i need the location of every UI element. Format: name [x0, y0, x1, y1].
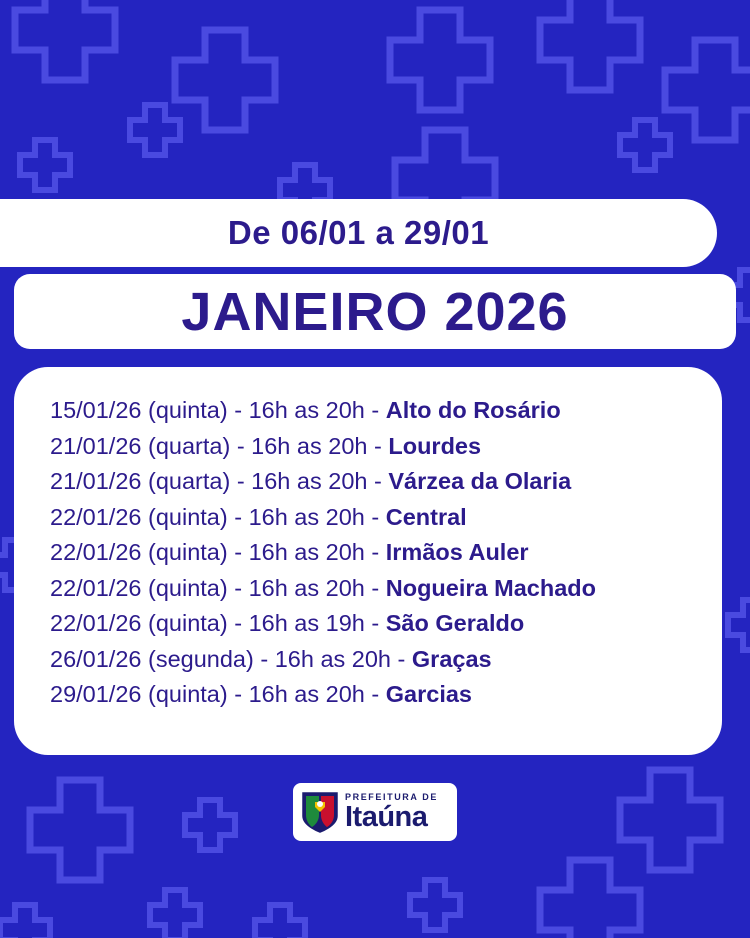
coat-of-arms-shield-icon — [301, 790, 339, 834]
list-item — [50, 393, 722, 429]
month-title: JANEIRO 2026 — [181, 281, 569, 342]
schedule-place: Várzea da Olaria — [388, 468, 572, 494]
schedule-time: 21/01/26 (quarta) - 16h as 20h - — [50, 432, 389, 459]
list-item — [50, 677, 722, 713]
schedule-place: Garcias — [385, 681, 472, 707]
schedule-place: Irmãos Auler — [385, 539, 529, 565]
list-item — [50, 464, 722, 500]
schedule-time: 22/01/26 (quinta) - 16h as 20h - — [50, 539, 386, 565]
schedule-time: 29/01/26 (quinta) - 16h as 20h - — [50, 681, 386, 707]
logo-text — [345, 793, 438, 832]
list-item — [50, 571, 722, 607]
prefeitura-logo — [293, 783, 457, 841]
schedule-time: 26/01/26 (segunda) - 16h as 20h - — [50, 645, 412, 672]
schedule-time: 22/01/26 (quinta) - 16h as 20h - — [50, 574, 386, 601]
schedule-place: Alto do Rosário — [385, 397, 561, 423]
schedule-place: Central — [385, 503, 467, 530]
date-range-text: De 06/01 a 29/01 — [227, 214, 490, 251]
list-item — [50, 642, 722, 678]
schedule-place: Nogueira Machado — [385, 574, 596, 601]
list-item — [50, 500, 722, 536]
schedule-card — [14, 367, 722, 755]
schedule-place: Lourdes — [388, 432, 482, 459]
logo-prefix: PREFEITURA DE — [345, 791, 438, 802]
schedule-time: 15/01/26 (quinta) - 16h as 20h - — [50, 397, 386, 423]
schedule-place: Graças — [411, 645, 492, 672]
schedule-time: 22/01/26 (quinta) - 16h as 20h - — [50, 503, 386, 530]
schedule-time: 22/01/26 (quinta) - 16h as 19h - — [50, 610, 386, 636]
schedule-time: 21/01/26 (quarta) - 16h as 20h - — [50, 468, 389, 494]
schedule-list — [14, 393, 722, 713]
date-range-banner — [0, 199, 717, 267]
list-item — [50, 606, 722, 642]
month-banner — [14, 274, 736, 349]
list-item — [50, 535, 722, 571]
logo-city: Itaúna — [345, 800, 428, 833]
schedule-place: São Geraldo — [385, 610, 525, 636]
list-item — [50, 429, 722, 465]
